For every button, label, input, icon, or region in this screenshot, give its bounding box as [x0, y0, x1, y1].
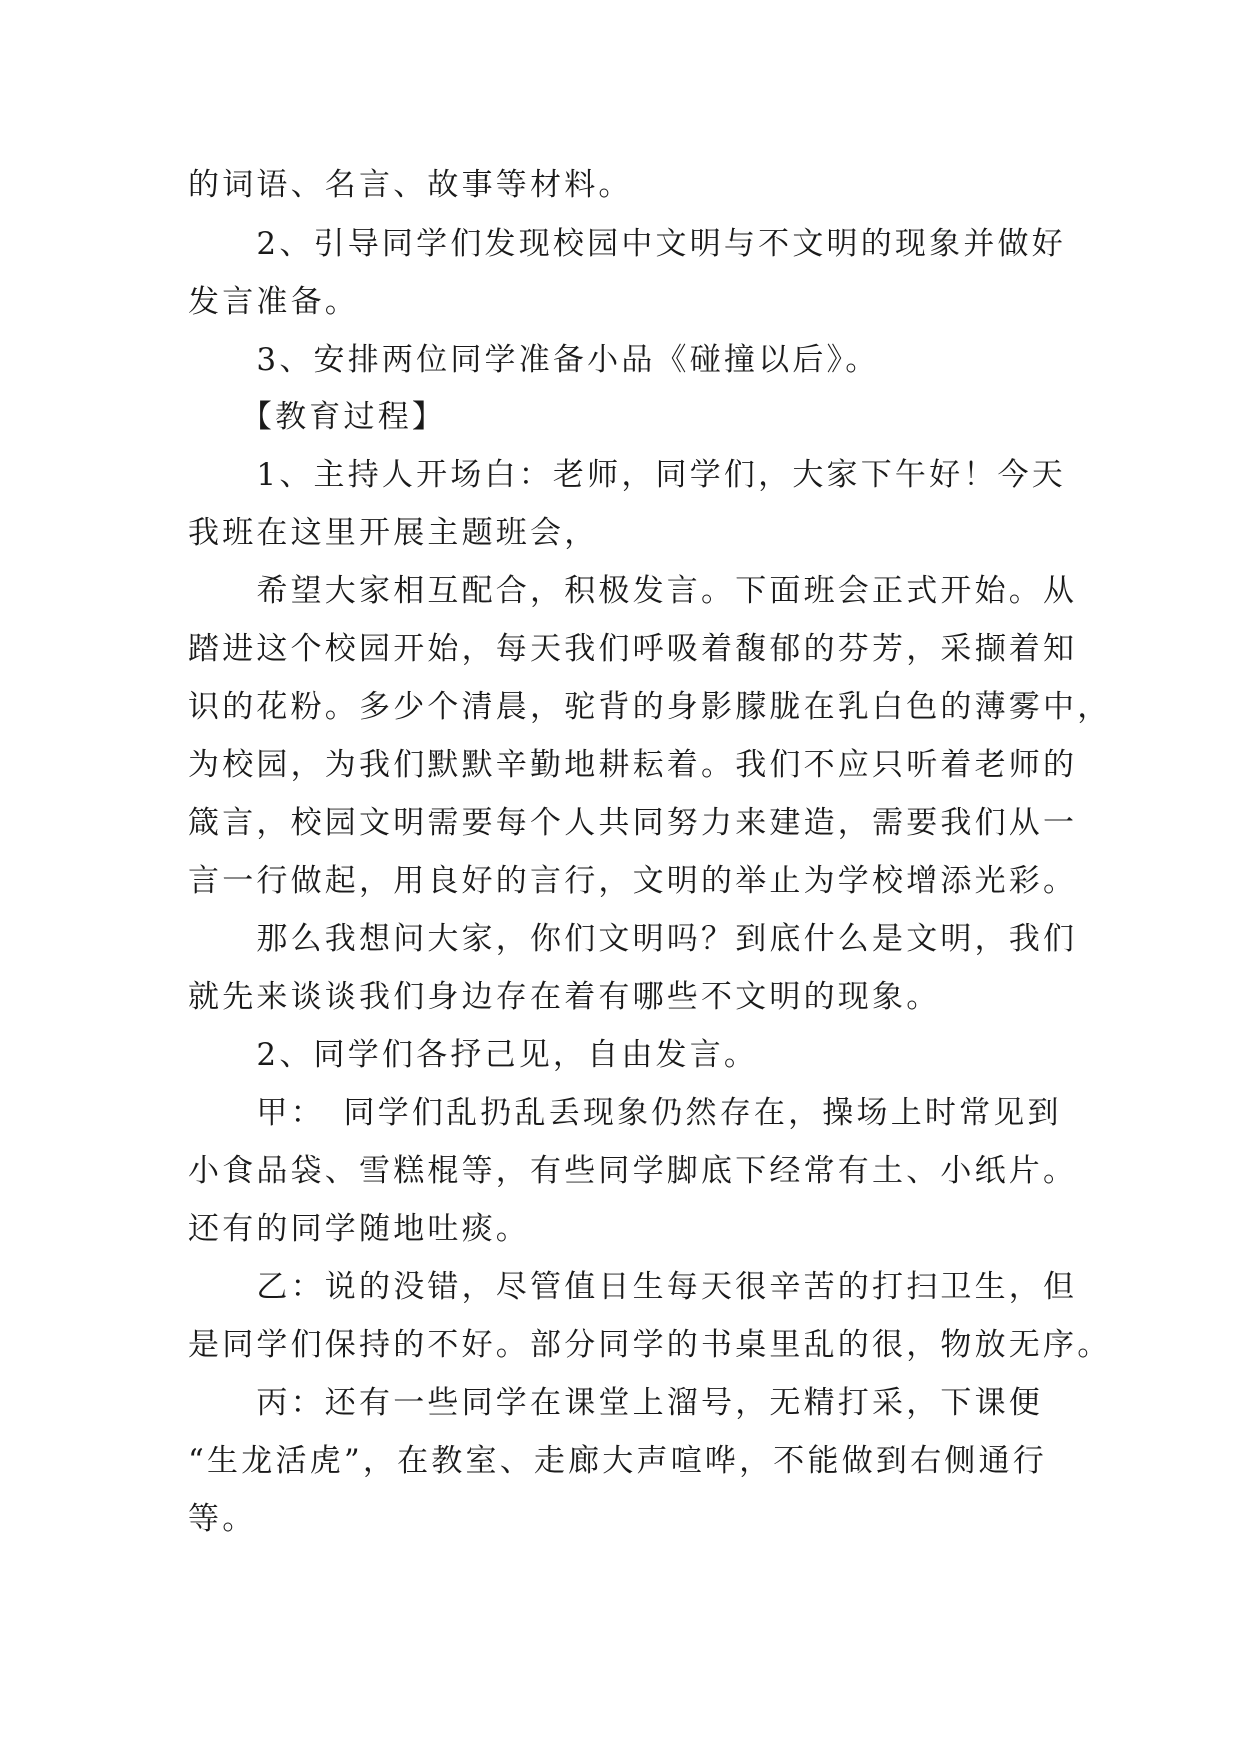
text-line: 小食品袋、雪糕棍等，有些同学脚底下经常有土、小纸片。 [188, 1153, 1078, 1189]
text-line: 甲： 同学们乱扔乱丢现象仍然存在，操场上时常见到 [188, 1095, 1062, 1131]
text-line: 2、同学们各抒己见，自由发言。 [188, 1037, 759, 1073]
text-line: 丙：还有一些同学在课堂上溜号，无精打采，下课便 [188, 1385, 1043, 1421]
text-line: 发言准备。 [188, 284, 359, 320]
text-line: “生龙活虎”，在教室、走廊大声喧哗，不能做到右侧通行 [188, 1443, 1047, 1479]
text-line: 希望大家相互配合，积极发言。下面班会正式开始。从 [188, 573, 1078, 609]
text-line: 箴言，校园文明需要每个人共同努力来建造，需要我们从一 [188, 805, 1078, 841]
text-line: 乙：说的没错，尽管值日生每天很辛苦的打扫卫生，但 [188, 1269, 1078, 1305]
text-line: 等。 [188, 1501, 257, 1537]
text-line: 就先来谈谈我们身边存在着有哪些不文明的现象。 [188, 979, 941, 1015]
text-line: 言一行做起，用良好的言行，文明的举止为学校增添光彩。 [188, 863, 1078, 899]
text-line: 那么我想问大家，你们文明吗？到底什么是文明，我们 [188, 921, 1078, 957]
text-line: 是同学们保持的不好。部分同学的书桌里乱的很，物放无序。 [188, 1327, 1112, 1363]
text-line: 3、安排两位同学准备小品《碰撞以后》。 [188, 342, 880, 378]
text-line: 的词语、名言、故事等材料。 [188, 167, 633, 203]
text-line: 踏进这个校园开始，每天我们呼吸着馥郁的芬芳，采撷着知 [188, 631, 1078, 667]
text-line: 识的花粉。多少个清晨，驼背的身影朦胧在乳白色的薄雾中， [188, 689, 1112, 725]
text-line: 我班在这里开展主题班会， [188, 515, 599, 551]
section-heading: 【教育过程】 [188, 399, 447, 435]
text-line: 为校园，为我们默默辛勤地耕耘着。我们不应只听着老师的 [188, 747, 1078, 783]
text-line: 1、主持人开场白：老师，同学们，大家下午好！今天 [188, 457, 1066, 493]
text-line: 还有的同学随地吐痰。 [188, 1211, 530, 1247]
text-line: 2、引导同学们发现校园中文明与不文明的现象并做好 [188, 226, 1066, 262]
